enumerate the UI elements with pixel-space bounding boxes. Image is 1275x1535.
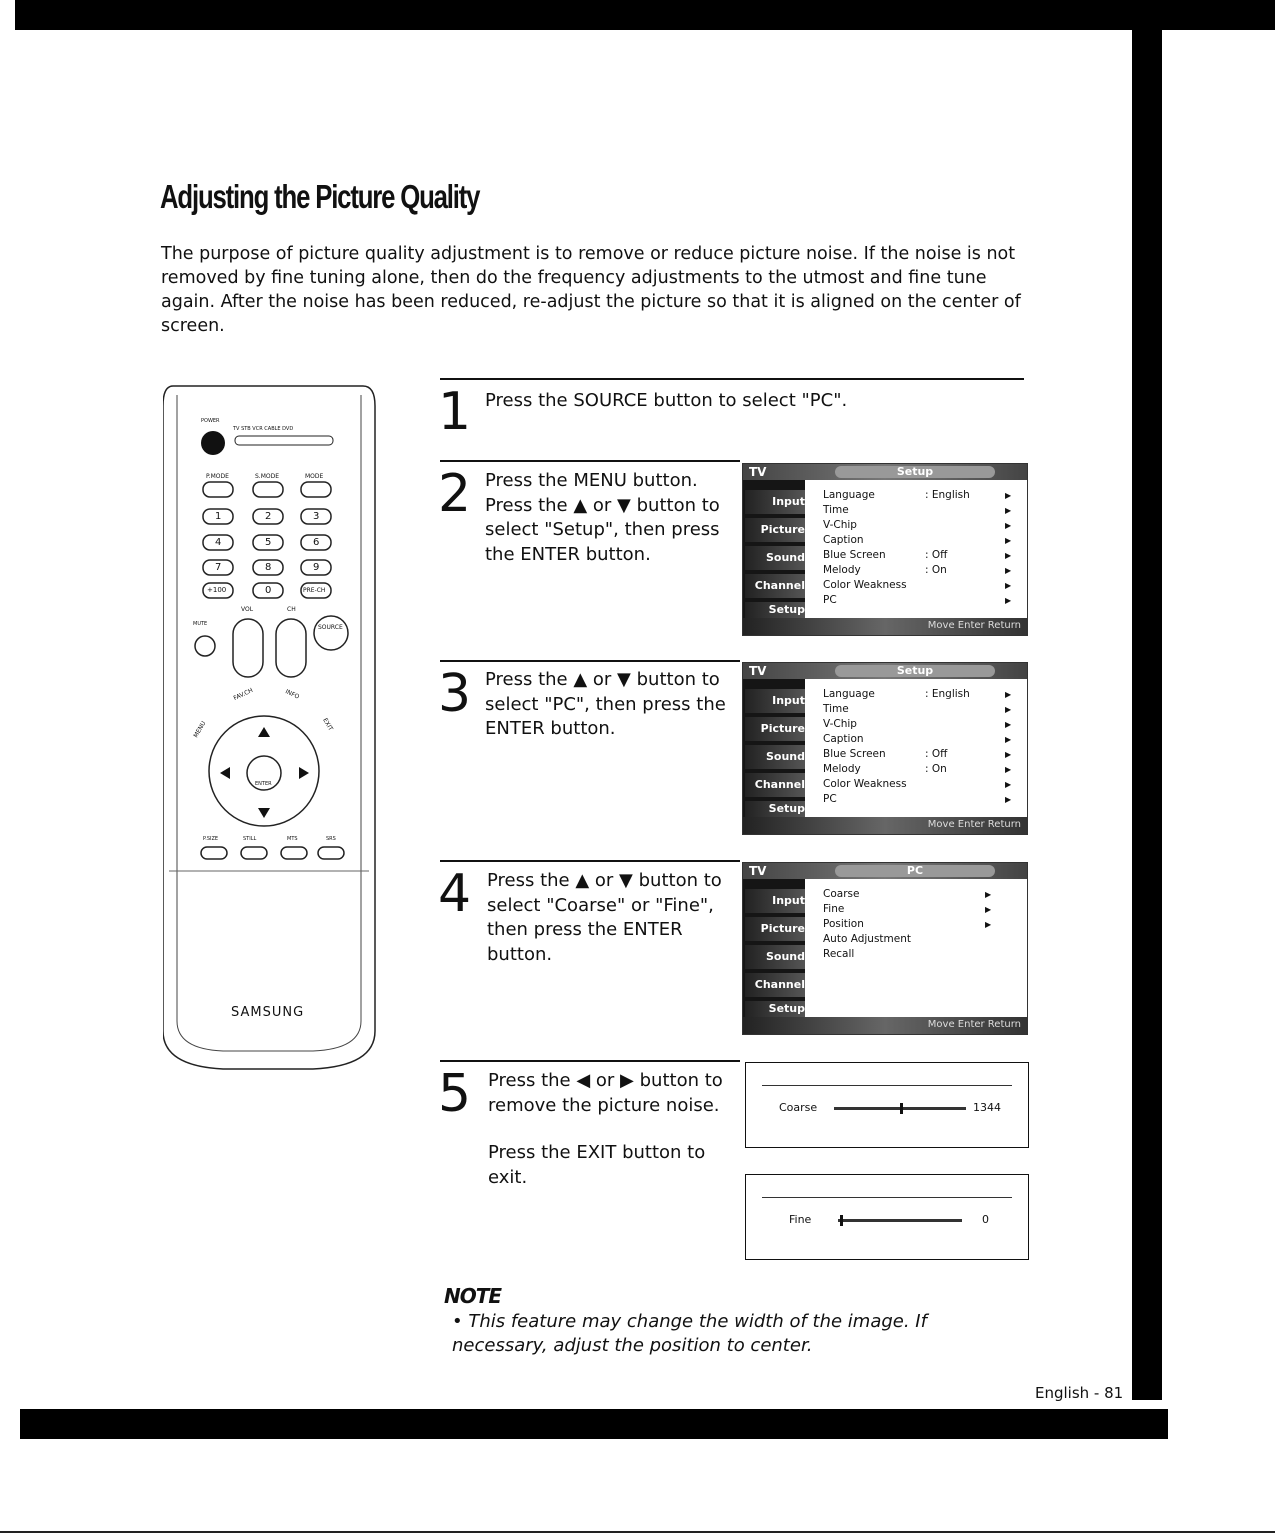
arrow-right-icon: ▶ [1005,750,1012,759]
arrow-right-icon: ▶ [1005,735,1012,744]
step-3-text: Press the ▲ or ▼ button to select "PC", then press the ENTER button. [485,669,726,739]
fine-slider-thumb[interactable] [840,1215,843,1226]
tv-footer-text: Move Enter Return [927,620,1021,631]
menu-item-blue-screen: Blue Screen [823,748,886,760]
step-1-text: Press the SOURCE button to select "PC". [485,390,848,411]
arrow-right-icon: ▶ [1005,705,1012,714]
tv-header-left: TV [749,465,767,479]
fine-value: 0 [982,1213,989,1226]
arrow-right-icon: ▶ [985,920,992,929]
step-5-divider [440,1060,740,1062]
tv-footer-text: Move Enter Return [927,1019,1021,1030]
remote-favch-label: FAV.CH [232,686,255,703]
tv-side-channel: Channel [745,574,805,598]
tv-footer [743,1017,1027,1034]
menu-item-blue-screen: Blue Screen [823,549,886,561]
menu-value-language: : English [925,688,970,700]
coarse-label: Coarse [779,1101,818,1114]
tv-sidebar [743,679,805,817]
step-5-number: 5 [438,1064,472,1124]
adjust-box-rule [762,1197,1012,1198]
remote-digit-3: 3 [313,511,320,522]
tv-menu-panel [805,879,1027,1017]
menu-item-caption: Caption [823,733,864,745]
note-text: • This feature may change the width of the image. If necessary, adjust the position to center. [452,1311,927,1356]
tv-side-picture: Picture [745,717,805,741]
top-black-bar [15,0,1275,30]
remote-menu-label: MENU [192,720,208,739]
tv-sidebar [743,879,805,1017]
menu-value-melody: : On [925,564,947,576]
remote-enter-label: ENTER [255,781,272,787]
step-2-text: Press the MENU button. Press the ▲ or ▼ button to select "Setup", then press the ENTER button. [485,470,720,565]
coarse-value: 1344 [973,1101,1001,1114]
tv-menu-panel [805,679,1027,817]
remote-psize-label: P.SIZE [203,836,219,842]
tv-side-sound: Sound [745,945,805,969]
menu-item-melody: Melody [823,564,861,576]
step-3-number: 3 [438,664,472,724]
tv-setup-screen-1 [742,463,1028,636]
step-1-number: 1 [438,382,472,442]
menu-item-vchip: V-Chip [823,519,857,531]
note-heading: NOTE [444,1284,502,1308]
remote-digit-5: 5 [265,537,272,548]
step-4-divider [440,860,740,862]
right-black-bar [1132,0,1162,1400]
remote-ch-label: CH [287,606,296,613]
remote-smode-label: S.MODE [255,473,280,480]
bottom-black-bar [20,1409,1168,1439]
step-2-divider [440,460,740,462]
step-4-text: Press the ▲ or ▼ button to select "Coarse" or "Fine", then press the ENTER button. [487,870,722,965]
tv-menu-title: Setup [835,665,995,677]
menu-item-recall: Recall [823,948,855,960]
arrow-right-icon: ▶ [1005,536,1012,545]
menu-item-language: Language [823,489,875,501]
remote-power-label: POWER [201,418,220,424]
fine-adjust-box [745,1174,1029,1260]
remote-brand-logo: SAMSUNG [231,1005,305,1020]
menu-item-vchip: V-Chip [823,718,857,730]
arrow-right-icon: ▶ [1005,720,1012,729]
tv-setup-screen-2 [742,662,1028,835]
remote-modes-label: TV STB VCR CABLE DVD [233,426,294,432]
remote-digit-9: 9 [313,562,320,573]
tv-side-setup: Setup [745,602,805,618]
tv-menu-title: PC [835,865,995,877]
menu-item-color-weakness: Color Weakness [823,778,907,790]
remote-info-label: INFO [284,688,301,701]
tv-side-channel: Channel [745,973,805,997]
tv-side-sound: Sound [745,745,805,769]
menu-item-pc: PC [823,793,837,805]
remote-still-label: STILL [243,836,257,842]
menu-item-pc: PC [823,594,837,606]
remote-digit-8: 8 [265,562,272,573]
remote-exit-label: EXIT [321,716,335,733]
arrow-right-icon: ▶ [1005,690,1012,699]
tv-header-left: TV [749,664,767,678]
menu-item-auto-adjustment: Auto Adjustment [823,933,911,945]
remote-prech: PRE-CH [303,587,326,594]
remote-digit-7: 7 [215,562,222,573]
arrow-right-icon: ▶ [1005,506,1012,515]
tv-side-input: Input [745,689,805,713]
tv-header-left: TV [749,864,767,878]
fine-slider-track[interactable] [838,1219,962,1222]
coarse-adjust-box [745,1062,1029,1148]
page-number: English - 81 [1035,1384,1124,1402]
tv-sidebar [743,480,805,618]
scan-line [0,1531,1275,1533]
arrow-right-icon: ▶ [985,905,992,914]
remote-control-icon [163,381,376,1071]
tv-pc-screen [742,862,1028,1035]
menu-value-melody: : On [925,763,947,775]
arrow-right-icon: ▶ [1005,566,1012,575]
arrow-right-icon: ▶ [1005,596,1012,605]
remote-digit-1: 1 [215,511,222,522]
remote-digit-6: 6 [313,537,320,548]
tv-side-setup: Setup [745,801,805,817]
arrow-right-icon: ▶ [1005,581,1012,590]
tv-side-setup: Setup [745,1001,805,1017]
menu-item-time: Time [823,703,849,715]
menu-item-position: Position [823,918,864,930]
arrow-right-icon: ▶ [1005,765,1012,774]
remote-vol-label: VOL [241,606,254,613]
tv-side-input: Input [745,490,805,514]
menu-item-language: Language [823,688,875,700]
remote-pmode-label: P.MODE [206,473,229,480]
tv-side-picture: Picture [745,917,805,941]
tv-footer [743,618,1027,635]
tv-footer-text: Move Enter Return [927,819,1021,830]
remote-control-illustration [163,381,376,1071]
tv-menu-panel [805,480,1027,618]
remote-digit-0: 0 [265,585,272,596]
menu-item-color-weakness: Color Weakness [823,579,907,591]
arrow-right-icon: ▶ [1005,521,1012,530]
tv-footer [743,817,1027,834]
step-2-number: 2 [438,464,472,524]
arrow-right-icon: ▶ [1005,491,1012,500]
tv-side-picture: Picture [745,518,805,542]
coarse-slider-thumb[interactable] [900,1103,903,1114]
menu-item-coarse: Coarse [823,888,860,900]
remote-srs-label: SRS [326,836,336,842]
adjust-box-rule [762,1085,1012,1086]
tv-side-input: Input [745,889,805,913]
menu-item-caption: Caption [823,534,864,546]
menu-item-time: Time [823,504,849,516]
arrow-right-icon: ▶ [1005,551,1012,560]
fine-label: Fine [789,1213,812,1226]
remote-mode-label: MODE [305,473,324,480]
step-4-number: 4 [438,864,472,924]
arrow-right-icon: ▶ [1005,795,1012,804]
coarse-slider-track[interactable] [834,1107,966,1110]
page-title: Adjusting the Picture Quality [160,178,480,215]
step-5-text: Press the ◀ or ▶ button to remove the picture noise. [488,1070,723,1116]
menu-item-melody: Melody [823,763,861,775]
remote-plus100: +100 [207,586,227,594]
remote-source-label: SOURCE [318,624,343,631]
menu-value-blue-screen: : Off [925,748,948,760]
remote-mts-label: MTS [287,836,298,842]
step-5-text-exit: Press the EXIT button to exit. [488,1142,706,1188]
tv-menu-title: Setup [835,466,995,478]
tv-side-channel: Channel [745,773,805,797]
step-3-divider [440,660,740,662]
menu-value-language: : English [925,489,970,501]
remote-digit-2: 2 [265,511,272,522]
arrow-right-icon: ▶ [985,890,992,899]
arrow-right-icon: ▶ [1005,780,1012,789]
remote-mute-label: MUTE [193,621,208,627]
menu-item-fine: Fine [823,903,845,915]
step-1-divider [440,378,1024,380]
intro-paragraph: The purpose of picture quality adjustment is to remove or reduce picture noise. If the noise is not removed by fine tuning alone, then do the frequency adjustments to the utmost and fine tune again. After the noise has been reduced, re-adjust the picture so that it is aligned on the center of screen. [161,244,1021,336]
remote-digit-4: 4 [215,537,222,548]
tv-side-sound: Sound [745,546,805,570]
menu-value-blue-screen: : Off [925,549,948,561]
